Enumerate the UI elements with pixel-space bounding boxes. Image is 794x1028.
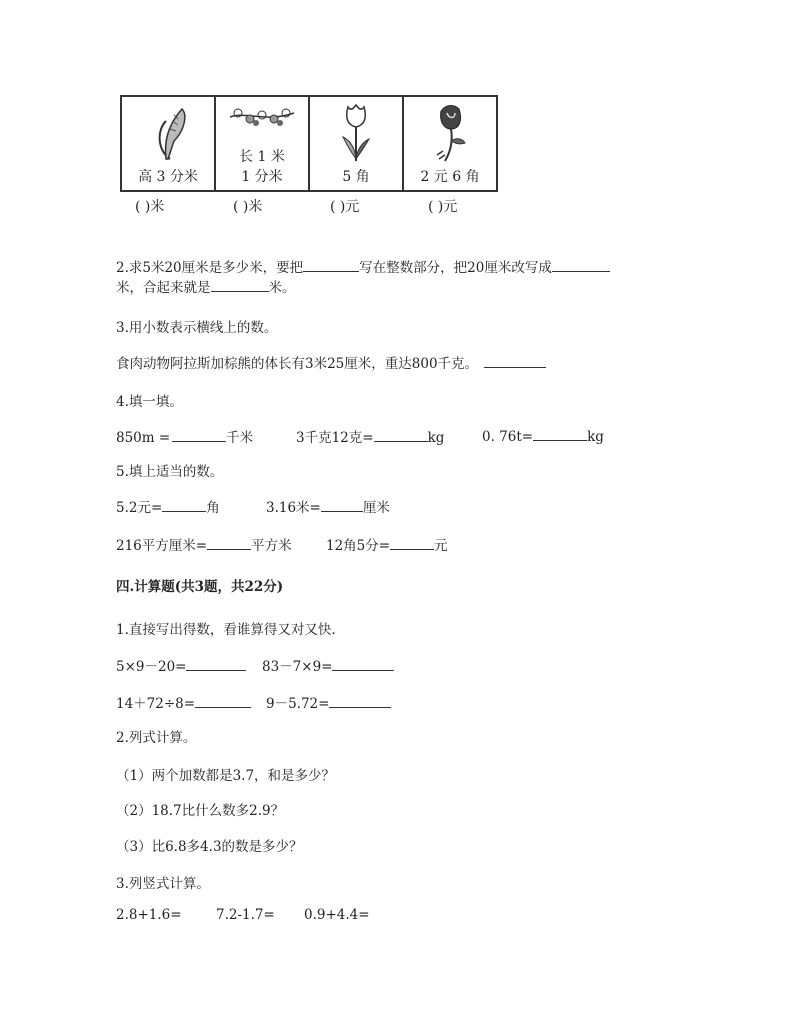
expr-1-text: 5×9－20=	[116, 659, 187, 675]
q4-item-3	[482, 426, 604, 445]
item-cell-4	[403, 96, 497, 191]
q4-blank-1[interactable]	[172, 427, 226, 442]
q2-text-c: 米，合起来就是	[116, 280, 211, 296]
q5-a-unit: 角	[206, 500, 220, 516]
q3-sentence: 食肉动物阿拉斯加棕熊的体长有3米25厘米，重达800千克。	[116, 356, 479, 372]
answer-blank-1[interactable]: ( )米	[135, 199, 165, 215]
q4-a-prefix: 850m =	[116, 430, 171, 446]
item-caption: 高 3 分米	[138, 169, 198, 185]
calc-q3-title: 3.列竖式计算。	[116, 876, 210, 892]
q5-c-unit: 平方米	[251, 538, 292, 554]
calc-expr-3	[116, 692, 251, 712]
q2-blank-1[interactable]	[303, 257, 359, 272]
item-caption: 1 分米	[241, 169, 283, 185]
q5-blank-4[interactable]	[390, 535, 434, 550]
section-4-heading: 四.计算题(共3题，共22分)	[116, 579, 284, 595]
expr-4-text: 9－5.72=	[266, 696, 330, 712]
word-problem-2: （2）18.7比什么数多2.9？	[116, 803, 285, 819]
calc-expr-1	[116, 655, 246, 675]
calc-q1-title: 1.直接写出得数，看谁算得又对又快.	[116, 622, 336, 638]
answer-blank-3[interactable]: ( )元	[330, 199, 360, 215]
question-2-line-2	[116, 276, 296, 296]
q5-item-4	[326, 534, 448, 554]
calc-blank-2[interactable]	[332, 656, 394, 671]
q4-item-1	[116, 426, 253, 446]
q2-text-b: 写在整数部分，把20厘米改写成	[359, 260, 552, 276]
q4-a-unit: 千米	[226, 430, 254, 446]
q2-blank-2[interactable]	[552, 257, 610, 272]
question-3-text	[116, 352, 546, 372]
q5-blank-1[interactable]	[162, 497, 206, 512]
q2-text-d: 米。	[268, 280, 296, 296]
q5-item-1	[116, 496, 220, 516]
q5-item-2	[266, 496, 390, 516]
calc-q2-title: 2.列式计算。	[116, 730, 197, 746]
q5-blank-3[interactable]	[207, 535, 251, 550]
item-caption: 5 角	[342, 169, 370, 185]
calc-expr-2	[262, 655, 394, 675]
word-problem-3: （3）比6.8多4.3的数是多少？	[116, 839, 303, 855]
q5-blank-2[interactable]	[321, 497, 363, 512]
q5-item-3	[116, 534, 292, 554]
q5-b-unit: 厘米	[362, 500, 390, 516]
q5-d-unit: 元	[434, 538, 448, 554]
q4-c-unit: kg	[587, 429, 604, 445]
calc-blank-4[interactable]	[329, 693, 391, 708]
item-cell-1	[121, 96, 215, 191]
calc-blank-3[interactable]	[195, 693, 251, 708]
calc-blank-1[interactable]	[186, 656, 246, 671]
q5-c-prefix: 216平方厘米=	[116, 538, 208, 554]
expr-2-text: 83－7×9=	[262, 659, 333, 675]
q2-text-a: 2.求5米20厘米是多少米，要把	[116, 260, 304, 276]
q3-blank[interactable]	[484, 353, 546, 368]
q4-blank-2[interactable]	[374, 427, 428, 442]
vertical-calc-2: 7.2-1.7=	[216, 907, 275, 923]
leaf-plant-icon	[122, 101, 214, 167]
question-3-title: 3.用小数表示横线上的数。	[116, 320, 278, 336]
tulip-icon	[310, 101, 402, 167]
item-caption-length: 长 1 米	[239, 149, 285, 165]
q4-c-prefix: 0. 76t=	[482, 429, 534, 445]
q2-blank-3[interactable]	[211, 277, 269, 292]
question-5-title: 5.填上适当的数。	[116, 464, 224, 480]
calc-expr-4	[266, 692, 391, 712]
item-cell-2	[215, 96, 309, 191]
question-2-line-1	[116, 256, 610, 276]
vertical-calc-1: 2.8+1.6=	[116, 907, 182, 923]
item-caption: 2 元 6 角	[420, 169, 480, 185]
rose-icon	[404, 101, 496, 167]
q4-b-prefix: 3千克12克=	[296, 430, 374, 446]
flower-branch-icon	[216, 101, 308, 137]
q5-d-prefix: 12角5分=	[326, 538, 391, 554]
vertical-calc-3: 0.9+4.4=	[304, 907, 370, 923]
expr-3-text: 14＋72÷8=	[116, 696, 196, 712]
item-cell-3	[309, 96, 403, 191]
answer-blank-2[interactable]: ( )米	[233, 199, 263, 215]
q5-b-prefix: 3.16米=	[266, 500, 321, 516]
q4-blank-3[interactable]	[533, 426, 587, 441]
q4-item-2	[296, 426, 444, 446]
q4-b-unit: kg	[427, 430, 445, 446]
answer-blank-4[interactable]: ( )元	[428, 199, 458, 215]
word-problem-1: （1）两个加数都是3.7，和是多少？	[116, 768, 336, 784]
q5-a-prefix: 5.2元=	[116, 500, 163, 516]
question-4-title: 4.填一填。	[116, 394, 183, 410]
picture-table	[120, 95, 498, 192]
